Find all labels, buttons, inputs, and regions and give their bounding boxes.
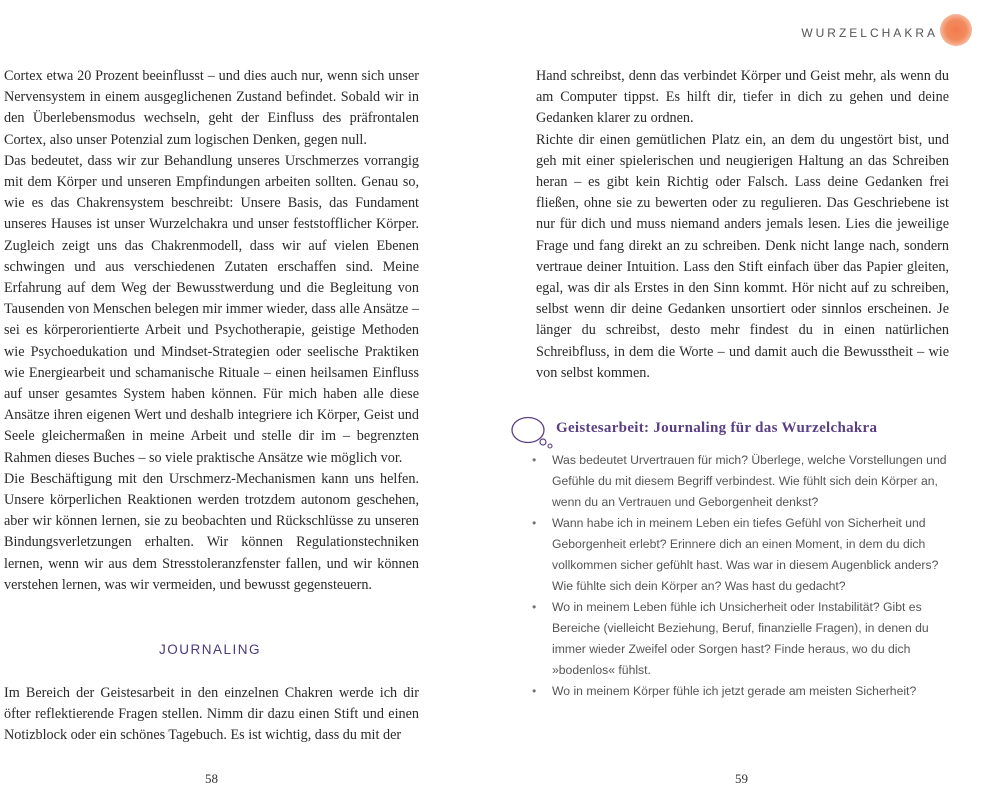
page-number-left: 58	[205, 771, 218, 786]
left-paragraph-2: Das bedeutet, dass wir zur Behandlung unseres Urschmerzes vorrangig mit dem Körper und unseren Empfindungen arbeiten sollten. Genau so, wie es das Chakrensystem beschreibt: Unsere Basis, das Fundament unseres Hauses ist unser Wurzelchakra und unser feststofflicher Körper. Zugleich zeigt uns das Chakrenmodell, dass wir auf vielen Ebenen schwingen und aus verschiedenen Zutaten erschaffen sind. Meine Erfahrung auf dem Weg der Bewusstwerdung und die Begleitung von Tausenden von Menschen belegen mir immer wieder, dass alle Ansätze – sei es körperorientierte Arbeit und Psychotherapie, geistige Methoden wie Psychoedukation und Mindset-Strategien oder seelische Praktiken wie Energiearbeit und schamanische Rituale – einen heilsamen Einfluss auf unser gesamtes System haben können. Für mich haben alle diese Ansätze ihren eigenen Wert und deshalb integriere ich Körper, Geist und Seele gleichermaßen in meine Arbeit und stelle dir im – begrenzten Rahmen dieses Buches – so viele praktische Ansätze wie möglich vor.	[4, 152, 419, 466]
left-paragraph-4: Im Bereich der Geistesarbeit in den einzelnen Chakren werde ich dir öfter reflektierende Fragen stellen. Nimm dir dazu einen Stift und einen Notizblock oder ein schönes Tagebuch. Es ist wichtig, dass du mit der	[4, 685, 419, 744]
page-number-right: 59	[735, 771, 748, 786]
question-text: Was bedeutet Urvertrauen für mich? Überlege, welche Vorstellungen und Gefühle du mit diesem Begriff verbindest. Wie fühlt sich dein Körper an, wenn du an Vertrauen und Geborgenheit denkst?	[552, 453, 947, 509]
bullet-icon: •	[532, 516, 537, 530]
question-text: Wann habe ich in meinem Leben ein tiefes Gefühl von Sicherheit und Geborgenheit erlebt? Erinnere dich an einen Moment, in dem du dich vollkommen sicher gefühlt hast. Was war in diesem Augenblick anders? Wie fühlte sich dein Körper an? Was hast du gedacht?	[552, 516, 939, 593]
sun-icon	[940, 14, 972, 46]
bullet-icon: •	[532, 684, 537, 698]
exercise-box-title: Geistesarbeit: Journaling für das Wurzelchakra	[556, 420, 878, 436]
bullet-icon: •	[532, 600, 537, 614]
left-paragraph-1: Cortex etwa 20 Prozent beeinflusst – und dies auch nur, wenn sich unser Nervensystem in einem ausgeglichenen Zustand befindet. Sobald wir in den Überlebensmodus wechseln, geht der Einfluss des präfrontalen Cortex, also unser Potenzial zum logischen Denken, gegen null.	[4, 68, 419, 148]
left-page-bottom-text	[4, 683, 419, 747]
list-item	[527, 597, 952, 681]
left-paragraph-3: Die Beschäftigung mit den Urschmerz-Mechanismen kann uns helfen. Unsere körperlichen Reaktionen werden trotzdem autonom geschehen, aber wir können lernen, sie zu beobachten und Rückschlüsse zu unseren Bindungsverletzungen erhalten. Wir können Regulationstechniken lernen, wenn wir aus dem Stresstoleranzfenster fallen, und wir können verstehen lernen, was wir vermeiden, und bewusst gegensteuern.	[4, 470, 419, 593]
list-item	[527, 450, 952, 513]
journaling-questions-list	[527, 450, 952, 702]
question-text: Wo in meinem Körper fühle ich jetzt gerade am meisten Sicherheit?	[552, 684, 917, 698]
section-heading-journaling: JOURNALING	[158, 642, 261, 657]
chapter-title: WURZELCHAKRA	[801, 26, 938, 40]
right-paragraph-2: Richte dir einen gemütlichen Platz ein, an dem du ungestört bist, und geh mit einer spielerischen und neugierigen Haltung an das Schreiben heran – es gibt kein Richtig oder Falsch. Lass deine Gedanken frei fließen, ohne sie zu bewerten oder zu regulieren. Das Geschriebene ist nur für dich und muss niemand anders jemals lesen. Lies die jeweilige Frage und fang direkt an zu schreiben. Denk nicht lange nach, sondern vertraue deiner Intuition. Lass den Stift einfach über das Papier gleiten, egal, was dir als Erstes in den Sinn kommt. Hör nicht auf zu schreiben, selbst wenn dir deine Gedanken unsortiert oder sinnlos erscheinen. Je länger du schreibst, desto mehr findest du in einen natürlichen Schreibfluss, in dem die Worte – und damit auch die Bewusstheit – wie von selbst kommen.	[536, 131, 949, 381]
list-item	[527, 681, 952, 702]
list-item	[527, 513, 952, 597]
left-page-text	[4, 66, 419, 596]
exercise-box-header	[510, 416, 960, 450]
right-paragraph-1: Hand schreibst, denn das verbindet Körper und Geist mehr, als wenn du am Computer tippst. Es hilft dir, tiefer in dich zu gehen und deine Gedanken klarer zu ordnen.	[536, 68, 949, 127]
question-text: Wo in meinem Leben fühle ich Unsicherheit oder Instabilität? Gibt es Bereiche (vielleicht Beziehung, Beruf, finanzielle Fragen), in denen du immer wieder Zweifel oder Sorgen hast? Finde heraus, wo du dich »bodenlos« fühlst.	[552, 600, 929, 677]
thought-bubble-icon	[510, 416, 558, 450]
bullet-icon: •	[532, 453, 537, 467]
right-page-text	[536, 66, 949, 384]
